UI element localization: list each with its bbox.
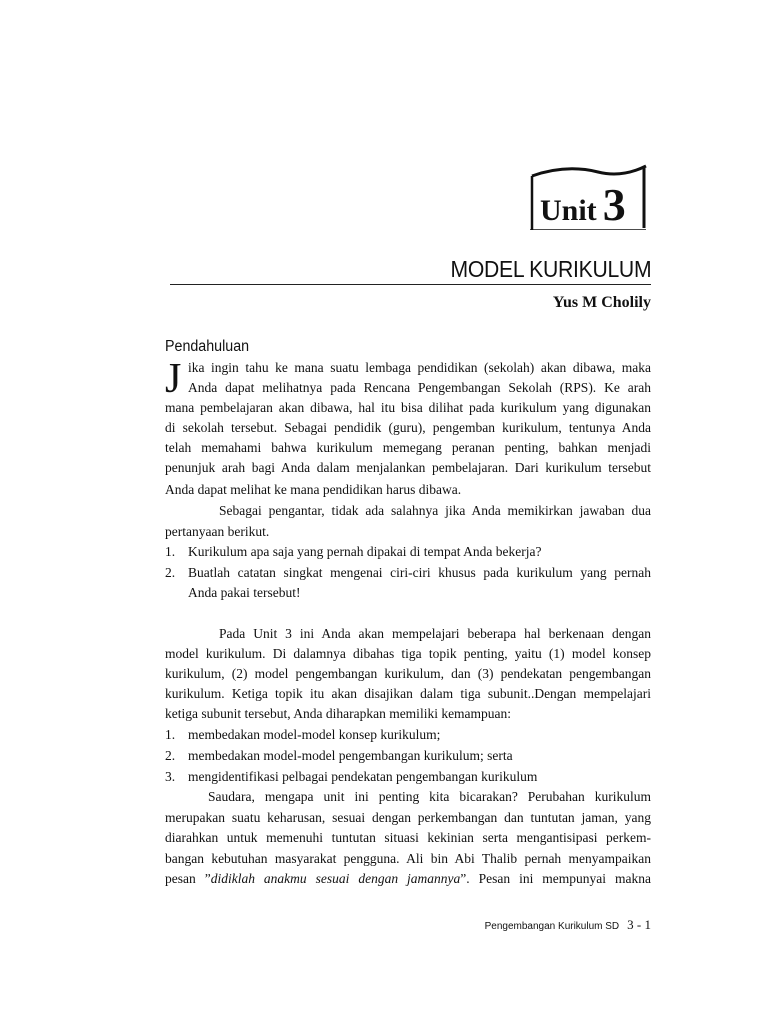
intro-line: di sekolah tersebut. Sebagai pendidik (guru), pengemban kurikulum, tentunya Anda bbox=[165, 420, 651, 435]
last-line-after: ”. Pesan ini mempunyai makna bbox=[460, 871, 651, 886]
intro-line: mana pembelajaran akan dibawa, hal itu bisa dilihat pada kurikulum yang digunakan bbox=[165, 400, 651, 415]
ability-text: mengidentifikasi pelbagai pendekatan pengembangan kurikulum bbox=[188, 769, 538, 784]
para-line: bangan kebutuhan masyarakat pengguna. Ali bin Abi Thalib pernah menyampaikan bbox=[165, 851, 651, 866]
ability-number: 2. bbox=[165, 748, 176, 763]
para-line: Pada Unit 3 ini Anda akan mempelajari beberapa hal berkenaan dengan bbox=[219, 626, 651, 641]
author-name: Yus M Cholily bbox=[552, 294, 651, 311]
ability-number: 3. bbox=[165, 769, 176, 784]
para-line: pertanyaan berikut. bbox=[165, 524, 270, 539]
ability-text: membedakan model-model konsep kurikulum; bbox=[188, 727, 441, 742]
unit-number: 3 bbox=[602, 179, 626, 230]
page-number: 3 - 1 bbox=[627, 917, 651, 932]
para-line: kurikulum. Ketiga topik itu akan disajikan dalam tiga subunit..Dengan mempelajari bbox=[165, 686, 651, 701]
unit-badge bbox=[526, 164, 648, 230]
para-line: Sebagai pengantar, tidak ada salahnya jika Anda memikirkan jawaban dua bbox=[219, 503, 651, 518]
last-line-before: pesan ” bbox=[165, 871, 211, 886]
drop-cap: J bbox=[165, 356, 182, 402]
chapter-title: MODEL KURIKULUM bbox=[450, 256, 651, 282]
intro-line: penunjuk arah bagi Anda dalam menjalankan pembelajaran. Dari kurikulum tersebut bbox=[165, 460, 651, 475]
intro-line: Anda dapat melihat ke mana pendidikan harus dibawa. bbox=[165, 482, 462, 497]
intro-line: telah memahami bahwa kurikulum memegang peranan penting, bahkan menjadi bbox=[165, 440, 651, 455]
para-line: kurikulum, (2) model pengembangan kurikulum, dan (3) pendekatan pengembangan bbox=[165, 666, 651, 681]
page-footer bbox=[485, 917, 651, 933]
unit-label bbox=[540, 178, 626, 231]
section-heading: Pendahuluan bbox=[165, 338, 250, 355]
para-line: model kurikulum. Di dalamnya dibahas tiga topik penting, yaitu (1) model konsep bbox=[165, 646, 651, 661]
ability-number: 1. bbox=[165, 727, 176, 742]
footer-text: Pengembangan Kurikulum SD bbox=[484, 921, 620, 932]
question-number: 1. bbox=[165, 544, 176, 559]
question-text: Kurikulum apa saja yang pernah dipakai di tempat Anda bekerja? bbox=[188, 544, 542, 559]
question-text: Anda pakai tersebut! bbox=[188, 585, 301, 600]
para-line: Saudara, mengapa unit ini penting kita bicarakan? Perubahan kurikulum bbox=[208, 789, 651, 804]
intro-line: ika ingin tahu ke mana suatu lembaga pendidikan (sekolah) akan dibawa, maka bbox=[188, 360, 651, 375]
intro-line: Anda dapat melihatnya pada Rencana Pengembangan Sekolah (RPS). Ke arah bbox=[188, 380, 651, 395]
question-text: Buatlah catatan singkat mengenai ciri-ciri khusus pada kurikulum yang pernah bbox=[188, 565, 651, 580]
quote-text: didiklah anakmu sesuai dengan jamannya bbox=[210, 871, 461, 886]
unit-word: Unit bbox=[540, 194, 597, 227]
ability-text: membedakan model-model pengembangan kurikulum; serta bbox=[188, 748, 513, 763]
last-line bbox=[165, 869, 651, 889]
title-rule bbox=[170, 284, 651, 285]
para-line: ketiga subunit tersebut, Anda diharapkan memiliki kemampuan: bbox=[165, 706, 512, 721]
question-number: 2. bbox=[165, 565, 176, 580]
para-line: merupakan suatu keharusan, sesuai dengan perkembangan dan tuntutan jaman, yang bbox=[165, 810, 651, 825]
para-line: diarahkan untuk memenuhi tuntutan situasi kekinian serta mengantisipasi perkem- bbox=[165, 830, 651, 845]
